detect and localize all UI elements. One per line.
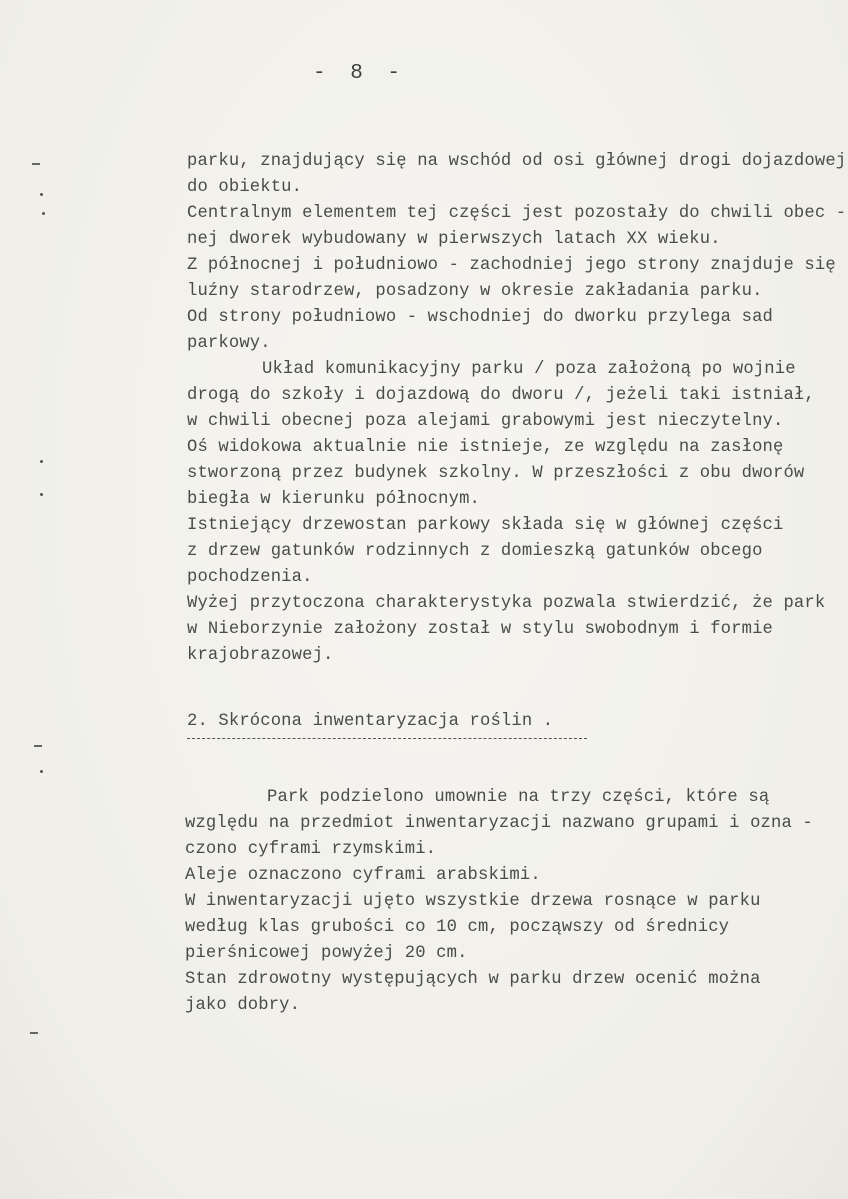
text-line: luźny starodrzew, posadzony w okresie zakładania parku. bbox=[187, 282, 763, 301]
margin-mark bbox=[40, 193, 43, 196]
margin-mark bbox=[40, 460, 43, 463]
text-line: Wyżej przytoczona charakterystyka pozwala stwierdzić, że park bbox=[187, 594, 826, 613]
text-line: Centralnym elementem tej części jest pozostały do chwili obec - bbox=[187, 204, 847, 223]
text-line: Układ komunikacyjny parku / poza założoną po wojnie bbox=[262, 360, 796, 379]
margin-mark bbox=[40, 493, 43, 496]
text-line: Stan zdrowotny występujących w parku drzew ocenić można bbox=[185, 970, 761, 989]
text-line: Istniejący drzewostan parkowy składa się w głównej części bbox=[187, 516, 784, 535]
text-line: parku, znajdujący się na wschód od osi głównej drogi dojazdowej bbox=[187, 152, 847, 171]
page-number: - 8 - bbox=[313, 62, 407, 85]
text-line: jako dobry. bbox=[185, 996, 301, 1015]
text-line: Oś widokowa aktualnie nie istnieje, ze względu na zasłonę bbox=[187, 438, 784, 457]
margin-mark bbox=[30, 1032, 38, 1034]
text-line: w chwili obecnej poza alejami grabowymi jest nieczytelny. bbox=[187, 412, 784, 431]
text-line: stworzoną przez budynek szkolny. W przeszłości z obu dworów bbox=[187, 464, 805, 483]
text-line: drogą do szkoły i dojazdową do dworu /, jeżeli taki istniał, bbox=[187, 386, 815, 405]
text-line: W inwentaryzacji ujęto wszystkie drzewa rosnące w parku bbox=[185, 892, 761, 911]
text-line: pierśnicowej powyżej 20 cm. bbox=[185, 944, 468, 963]
text-line: parkowy. bbox=[187, 334, 271, 353]
text-line: biegła w kierunku północnym. bbox=[187, 490, 480, 509]
text-line: w Nieborzynie założony został w stylu swobodnym i formie bbox=[187, 620, 773, 639]
text-line: Od strony południowo - wschodniej do dworku przylega sad bbox=[187, 308, 773, 327]
heading-underline bbox=[187, 738, 587, 739]
text-line: Z północnej i południowo - zachodniej jego strony znajduje się bbox=[187, 256, 836, 275]
text-line: pochodzenia. bbox=[187, 568, 313, 587]
text-line: Park podzielono umownie na trzy części, które są bbox=[267, 788, 770, 807]
text-line: Aleje oznaczono cyframi arabskimi. bbox=[185, 866, 541, 885]
text-line: nej dworek wybudowany w pierwszych latach XX wieku. bbox=[187, 230, 721, 249]
margin-mark bbox=[42, 212, 45, 215]
text-line: względu na przedmiot inwentaryzacji nazwano grupami i ozna - bbox=[185, 814, 813, 833]
text-line: z drzew gatunków rodzinnych z domieszką gatunków obcego bbox=[187, 542, 763, 561]
text-line: według klas grubości co 10 cm, począwszy od średnicy bbox=[185, 918, 730, 937]
margin-mark bbox=[32, 163, 40, 165]
margin-mark bbox=[34, 745, 42, 747]
text-line: krajobrazowej. bbox=[187, 646, 334, 665]
margin-mark bbox=[40, 770, 43, 773]
section-heading: 2. Skrócona inwentaryzacja roślin . bbox=[187, 712, 554, 731]
text-line: czono cyframi rzymskimi. bbox=[185, 840, 437, 859]
text-line: do obiektu. bbox=[187, 178, 303, 197]
